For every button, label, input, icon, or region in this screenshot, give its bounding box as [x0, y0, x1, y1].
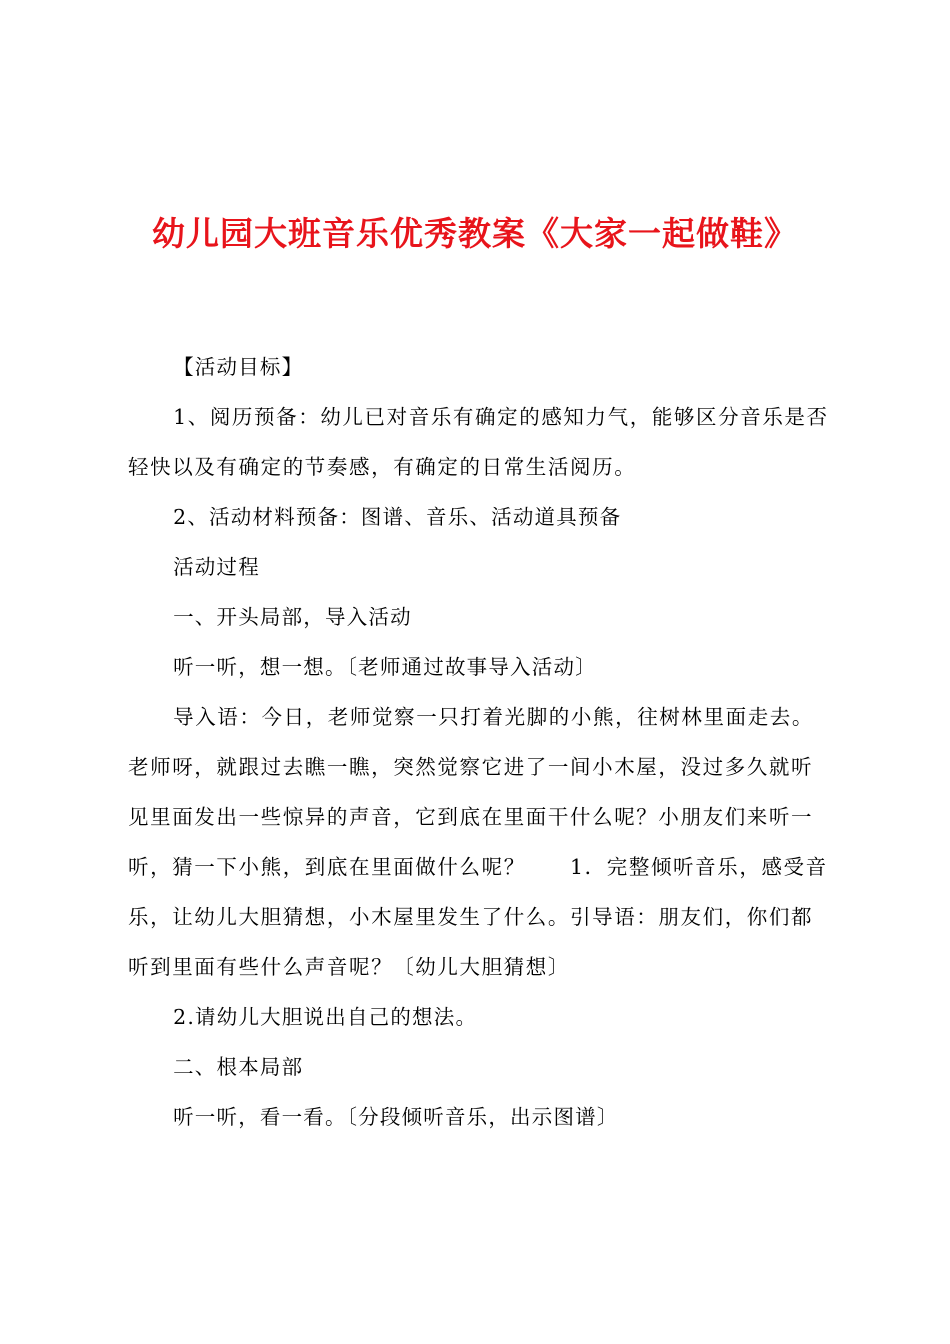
paragraph-experience-preparation: 1、阅历预备：幼儿已对音乐有确定的感知力气，能够区分音乐是否轻快以及有确定的节奏感，有确定的日常生活阅历。 — [128, 405, 829, 479]
paragraph-introduction: 导入语：今日，老师觉察一只打着光脚的小熊，往树林里面走去。老师呀，就跟过去瞧一瞧，突然觉察它进了一间小木屋，没过多久就听见里面发出一些惊异的声音，它到底在里面干什么呢？小朋友们来听一听，猜一下小熊，到底在里面做什么呢？ 1．完整倾听音乐，感受音乐，让幼儿大胆猜想，小木屋里发生了什么。引导语：朋友们，你们都听到里面有些什么声音呢？〔幼儿大胆猜想〕 — [128, 705, 828, 979]
paragraph-share-ideas: 2.请幼儿大胆说出自己的想法。 — [173, 1005, 478, 1029]
paragraph-material-preparation: 2、活动材料预备：图谱、音乐、活动道具预备 — [173, 505, 622, 529]
document-title: 幼儿园大班音乐优秀教案《大家一起做鞋》 — [152, 214, 798, 253]
paragraph-listen-and-think: 听一听，想一想。〔老师通过故事导入活动〕 — [173, 655, 597, 679]
document-body — [128, 342, 832, 1142]
section-heading-part-one: 一、开头局部，导入活动 — [173, 605, 412, 629]
section-heading-activity-goals: 【活动目标】 — [173, 355, 304, 379]
section-heading-activity-process: 活动过程 — [173, 555, 260, 579]
paragraph-listen-and-look: 听一听，看一看。〔分段倾听音乐，出示图谱〕 — [173, 1105, 619, 1129]
section-heading-part-two: 二、根本局部 — [173, 1055, 304, 1079]
